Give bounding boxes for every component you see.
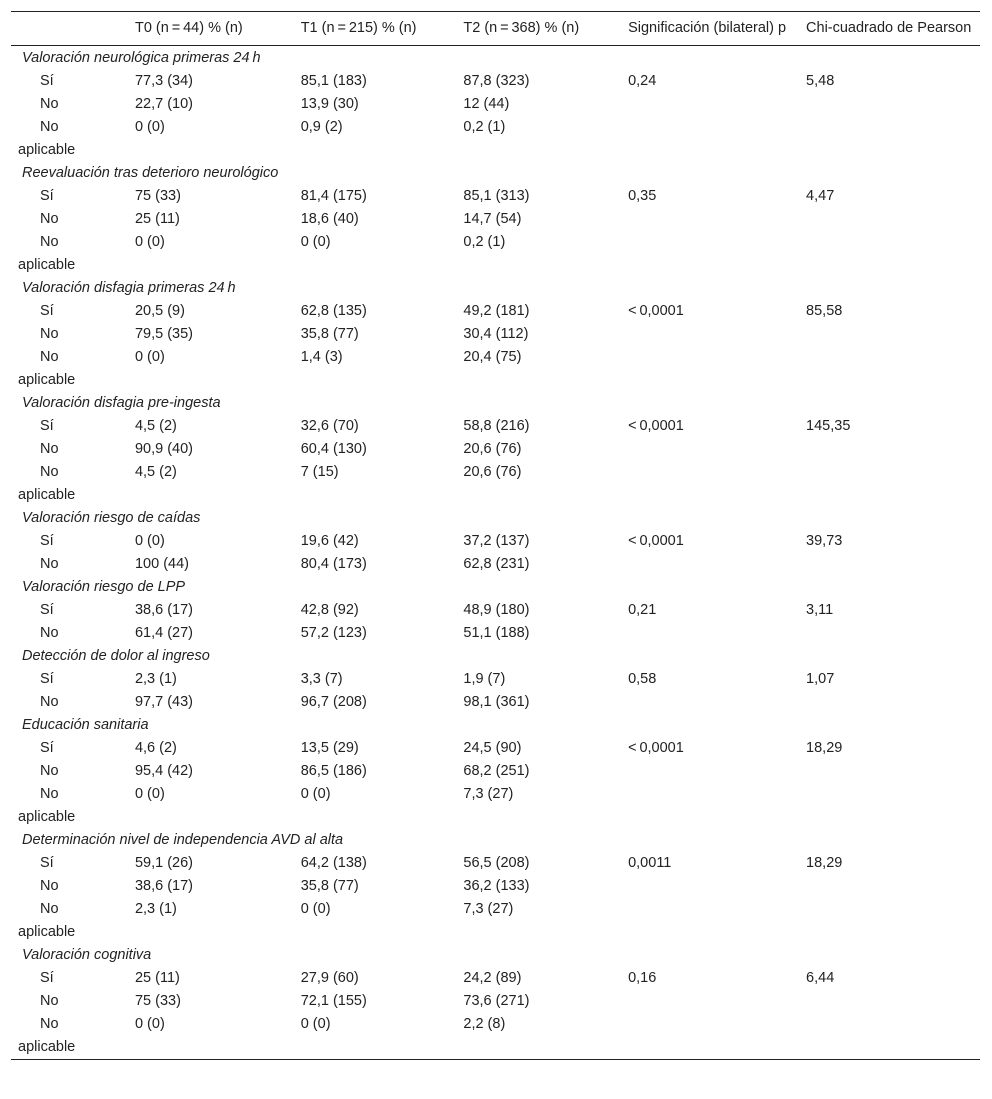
cell-t1: 0 (0) (300, 901, 331, 917)
cell-t1: 86,5 (186) (300, 763, 367, 779)
cell-t2: 58,8 (216) (463, 418, 530, 434)
cell-category: No (40, 441, 59, 457)
cell-chi-square (802, 898, 980, 944)
table-row (11, 116, 980, 162)
cell-t2: 49,2 (181) (463, 303, 530, 319)
cell-t1: 64,2 (138) (300, 855, 367, 871)
cell-category: No aplicable (18, 901, 76, 940)
cell-t0: 38,6 (17) (134, 602, 194, 618)
cell-t2: 73,6 (271) (463, 993, 530, 1009)
cell-t0: 95,4 (42) (134, 763, 194, 779)
cell-chi-square (802, 346, 980, 392)
cell-chi-square (802, 208, 980, 231)
cell-t1: 57,2 (123) (300, 625, 367, 641)
cell-significance: < 0,0001 (628, 533, 684, 549)
cell-category: No aplicable (18, 234, 76, 273)
table-row (11, 530, 980, 553)
cell-chi-square (802, 875, 980, 898)
cell-t1: 35,8 (77) (300, 878, 359, 894)
cell-t0: 4,5 (2) (134, 464, 177, 480)
cell-t0: 75 (33) (134, 188, 181, 204)
cell-significance (624, 622, 802, 645)
header-cell-significance: Significación (bilateral) p (628, 20, 787, 36)
group-row (11, 507, 980, 530)
cell-chi-square: 4,47 (806, 188, 835, 204)
header-cell-chi-square: Chi-cuadrado de Pearson (806, 20, 972, 36)
cell-t0: 59,1 (26) (134, 855, 194, 871)
cell-t1: 19,6 (42) (300, 533, 359, 549)
cell-significance: 0,0011 (628, 855, 672, 871)
cell-t1: 13,9 (30) (300, 96, 359, 112)
table-row (11, 875, 980, 898)
cell-t0: 77,3 (34) (134, 73, 194, 89)
cell-significance (624, 1013, 802, 1060)
cell-category: No aplicable (18, 464, 76, 503)
cell-t0: 75 (33) (134, 993, 181, 1009)
cell-significance (624, 898, 802, 944)
cell-t1: 85,1 (183) (300, 73, 367, 89)
cell-chi-square (802, 461, 980, 507)
cell-significance (624, 208, 802, 231)
cell-t2: 30,4 (112) (463, 326, 529, 342)
group-title: Reevaluación tras deterioro neurológico (22, 165, 279, 181)
cell-category: No (40, 326, 59, 342)
group-title: Detección de dolor al ingreso (22, 648, 210, 664)
cell-t2: 20,6 (76) (463, 464, 522, 480)
cell-t2: 56,5 (208) (463, 855, 530, 871)
table-row (11, 737, 980, 760)
cell-category: No (40, 625, 59, 641)
cell-category: Sí (40, 418, 54, 434)
cell-significance: 0,16 (628, 970, 657, 986)
group-row (11, 645, 980, 668)
cell-t2: 48,9 (180) (463, 602, 530, 618)
group-title: Valoración disfagia pre-ingesta (22, 395, 221, 411)
cell-t0: 0 (0) (134, 533, 165, 549)
cell-chi-square: 1,07 (806, 671, 835, 687)
cell-chi-square: 18,29 (806, 855, 843, 871)
cell-t0: 4,6 (2) (134, 740, 177, 756)
cell-chi-square (802, 116, 980, 162)
group-row (11, 277, 980, 300)
cell-chi-square: 145,35 (806, 418, 851, 434)
cell-t2: 87,8 (323) (463, 73, 530, 89)
cell-chi-square (802, 231, 980, 277)
results-table-container (11, 11, 980, 1060)
cell-t1: 96,7 (208) (300, 694, 367, 710)
table-row (11, 668, 980, 691)
cell-t0: 4,5 (2) (134, 418, 177, 434)
table-row (11, 760, 980, 783)
cell-chi-square (802, 323, 980, 346)
table-row (11, 346, 980, 392)
cell-t0: 2,3 (1) (134, 901, 177, 917)
cell-chi-square (802, 760, 980, 783)
cell-t2: 7,3 (27) (463, 786, 514, 802)
results-table (11, 11, 980, 1060)
header-cell-t1: T1 (n = 215) % (n) (300, 20, 417, 36)
cell-t0: 97,7 (43) (134, 694, 194, 710)
group-row (11, 829, 980, 852)
cell-t1: 18,6 (40) (300, 211, 359, 227)
cell-chi-square: 6,44 (806, 970, 835, 986)
cell-significance (624, 346, 802, 392)
cell-t0: 25 (11) (134, 211, 180, 227)
cell-significance: 0,58 (628, 671, 657, 687)
cell-significance (624, 875, 802, 898)
cell-category: No aplicable (18, 786, 76, 825)
cell-t1: 0 (0) (300, 234, 331, 250)
cell-chi-square (802, 438, 980, 461)
group-title: Valoración riesgo de LPP (22, 579, 186, 595)
cell-t0: 25 (11) (134, 970, 180, 986)
cell-t2: 62,8 (231) (463, 556, 530, 572)
cell-chi-square: 3,11 (806, 602, 834, 618)
table-row (11, 553, 980, 576)
table-row (11, 208, 980, 231)
cell-t0: 0 (0) (134, 349, 165, 365)
group-title: Valoración neurológica primeras 24 h (22, 50, 261, 66)
cell-category: Sí (40, 533, 54, 549)
cell-chi-square (802, 783, 980, 829)
cell-t0: 0 (0) (134, 234, 165, 250)
cell-category: No (40, 96, 59, 112)
table-row (11, 461, 980, 507)
table-row (11, 93, 980, 116)
group-title: Valoración disfagia primeras 24 h (22, 280, 236, 296)
cell-t0: 0 (0) (134, 119, 165, 135)
cell-t0: 79,5 (35) (134, 326, 194, 342)
cell-chi-square (802, 93, 980, 116)
cell-significance (624, 93, 802, 116)
cell-t2: 51,1 (188) (463, 625, 530, 641)
cell-category: Sí (40, 855, 54, 871)
cell-category: Sí (40, 73, 54, 89)
cell-significance (624, 116, 802, 162)
cell-t0: 90,9 (40) (134, 441, 194, 457)
table-row (11, 231, 980, 277)
cell-t2: 68,2 (251) (463, 763, 530, 779)
cell-t1: 42,8 (92) (300, 602, 359, 618)
cell-category: Sí (40, 970, 54, 986)
table-row (11, 783, 980, 829)
cell-category: Sí (40, 303, 54, 319)
cell-category: Sí (40, 671, 54, 687)
cell-t1: 3,3 (7) (300, 671, 343, 687)
cell-chi-square: 85,58 (806, 303, 843, 319)
table-body (11, 46, 980, 1060)
cell-t0: 2,3 (1) (134, 671, 177, 687)
cell-significance: 0,35 (628, 188, 657, 204)
cell-significance (624, 323, 802, 346)
cell-significance: 0,21 (628, 602, 657, 618)
cell-category: No (40, 993, 59, 1009)
group-title: Valoración cognitiva (22, 947, 152, 963)
cell-t2: 12 (44) (463, 96, 510, 112)
cell-t2: 36,2 (133) (463, 878, 530, 894)
table-row (11, 967, 980, 990)
cell-t1: 80,4 (173) (300, 556, 367, 572)
cell-significance: < 0,0001 (628, 303, 684, 319)
cell-category: No aplicable (18, 119, 76, 158)
cell-t2: 14,7 (54) (463, 211, 522, 227)
cell-t1: 81,4 (175) (300, 188, 367, 204)
group-row (11, 714, 980, 737)
cell-t2: 2,2 (8) (463, 1016, 506, 1032)
cell-t0: 22,7 (10) (134, 96, 194, 112)
cell-significance (624, 461, 802, 507)
cell-t2: 24,5 (90) (463, 740, 522, 756)
cell-t0: 100 (44) (134, 556, 189, 572)
cell-category: Sí (40, 602, 54, 618)
cell-t1: 35,8 (77) (300, 326, 359, 342)
group-title: Educación sanitaria (22, 717, 149, 733)
group-row (11, 576, 980, 599)
cell-chi-square (802, 1013, 980, 1060)
group-title: Valoración riesgo de caídas (22, 510, 201, 526)
table-row (11, 70, 980, 93)
table-row (11, 990, 980, 1013)
table-row (11, 599, 980, 622)
cell-significance (624, 553, 802, 576)
cell-category: No aplicable (18, 349, 76, 388)
table-row (11, 185, 980, 208)
cell-t2: 7,3 (27) (463, 901, 514, 917)
header-cell-category (11, 12, 131, 46)
cell-category: Sí (40, 188, 54, 204)
cell-t0: 61,4 (27) (134, 625, 194, 641)
group-title: Determinación nivel de independencia AVD al alta (22, 832, 344, 848)
cell-significance: 0,24 (628, 73, 657, 89)
cell-chi-square (802, 990, 980, 1013)
cell-t1: 62,8 (135) (300, 303, 367, 319)
cell-chi-square (802, 553, 980, 576)
cell-t0: 0 (0) (134, 1016, 165, 1032)
cell-t0: 38,6 (17) (134, 878, 194, 894)
cell-t1: 0 (0) (300, 1016, 331, 1032)
cell-significance (624, 783, 802, 829)
cell-t1: 32,6 (70) (300, 418, 359, 434)
table-row (11, 415, 980, 438)
cell-t1: 72,1 (155) (300, 993, 367, 1009)
header-cell-t0: T0 (n = 44) % (n) (134, 20, 243, 36)
cell-chi-square: 18,29 (806, 740, 843, 756)
cell-category: Sí (40, 740, 54, 756)
cell-t0: 20,5 (9) (134, 303, 185, 319)
cell-chi-square: 39,73 (806, 533, 843, 549)
table-row (11, 622, 980, 645)
group-row (11, 944, 980, 967)
cell-t1: 27,9 (60) (300, 970, 359, 986)
table-row (11, 691, 980, 714)
table-row (11, 898, 980, 944)
cell-t2: 20,6 (76) (463, 441, 522, 457)
group-row (11, 162, 980, 185)
cell-chi-square (802, 622, 980, 645)
cell-category: No (40, 211, 59, 227)
cell-significance: < 0,0001 (628, 418, 684, 434)
cell-t1: 60,4 (130) (300, 441, 367, 457)
cell-t2: 85,1 (313) (463, 188, 530, 204)
cell-t2: 24,2 (89) (463, 970, 522, 986)
cell-t2: 0,2 (1) (463, 234, 506, 250)
cell-significance (624, 691, 802, 714)
group-row (11, 392, 980, 415)
cell-t1: 0 (0) (300, 786, 331, 802)
cell-significance (624, 990, 802, 1013)
cell-significance (624, 760, 802, 783)
cell-t2: 1,9 (7) (463, 671, 506, 687)
cell-t2: 20,4 (75) (463, 349, 522, 365)
cell-significance: < 0,0001 (628, 740, 684, 756)
cell-chi-square (802, 691, 980, 714)
cell-significance (624, 231, 802, 277)
table-row (11, 1013, 980, 1060)
table-row (11, 323, 980, 346)
header-row (11, 12, 980, 46)
cell-t2: 0,2 (1) (463, 119, 506, 135)
cell-t0: 0 (0) (134, 786, 165, 802)
cell-category: No (40, 763, 59, 779)
table-row (11, 300, 980, 323)
table-header (11, 12, 980, 46)
cell-category: No (40, 694, 59, 710)
cell-t1: 1,4 (3) (300, 349, 343, 365)
table-row (11, 852, 980, 875)
cell-chi-square: 5,48 (806, 73, 835, 89)
cell-significance (624, 438, 802, 461)
cell-t1: 7 (15) (300, 464, 339, 480)
group-row (11, 46, 980, 71)
cell-t2: 98,1 (361) (463, 694, 530, 710)
table-row (11, 438, 980, 461)
cell-category: No (40, 878, 59, 894)
cell-t2: 37,2 (137) (463, 533, 530, 549)
cell-category: No (40, 556, 59, 572)
cell-category: No aplicable (18, 1016, 76, 1055)
cell-t1: 0,9 (2) (300, 119, 343, 135)
header-cell-t2: T2 (n = 368) % (n) (463, 20, 580, 36)
cell-t1: 13,5 (29) (300, 740, 359, 756)
